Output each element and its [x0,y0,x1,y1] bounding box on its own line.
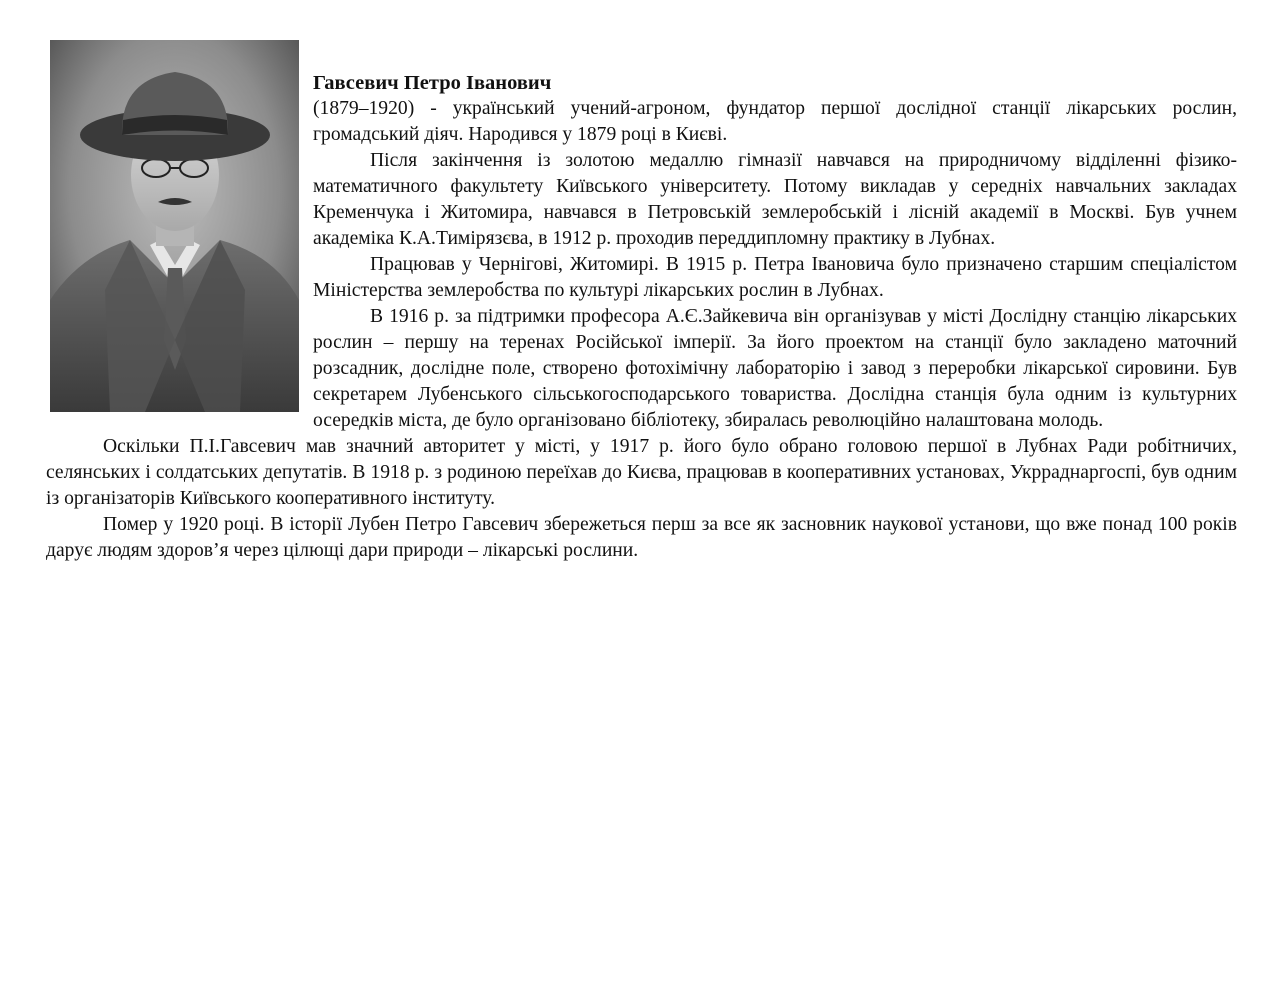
station-paragraph: В 1916 р. за підтримки професора А.Є.Зайкевича він організував у місті Дослідну станцію лікарських рослин – першу на теренах Російської імперії. За його проектом на станції було закладено маточний розсадник, дослідне поле, створено фотохімічну лабораторію і завод з переробки лікарської сировини. Був секретарем Лубенського сільськогосподарського товариства. Дослідна станція була одним із культурних осередків міста, де було організовано бібліотеку, збиралась революційно налаштована молодь. [313,306,1237,431]
education-paragraph: Після закінчення із золотою медаллю гімназії навчався на природничому відділенні фізико-математичного факультету Київського університету. Потому викладав у середніх навчальних закладах Кременчука і Житомира, навчався в Петровській землеробській і лісній академії в Москві. Був учнем академіка К.А.Тимірязєва, в 1912 р. проходив переддипломну практику в Лубнах. [313,150,1237,249]
council-paragraph: Оскільки П.І.Гавсевич мав значний авторитет у місті, у 1917 р. його було обрано головою першої в Лубнах Ради робітничих, селянських і солдатських депутатів. В 1918 р. з родиною переїхав до Києва, працював в кооперативних установах, Укрраднаргоспі, був одним із організаторів Київського кооперативного інституту. [46,436,1237,509]
intro-paragraph: (1879–1920) - український учений-агроном, фундатор першої дослідної станції лікарських рослин, громадський діяч. Народився у 1879 році в Києві. [313,98,1237,145]
document-title: Гавсевич Петро Іванович [313,72,552,94]
portrait-photo [50,40,299,412]
document-page [46,40,1237,564]
legacy-paragraph: Помер у 1920 році. В історії Лубен Петро Гавсевич збережеться перш за все як засновник наукової установи, що вже понад 100 років дарує людям здоров’я через цілющі дари природи – лікарські рослини. [46,514,1237,561]
portrait-image [50,40,299,412]
career-paragraph: Працював у Чернігові, Житомирі. В 1915 р. Петра Івановича було призначено старшим спеціалістом Міністерства землеробства по культурі лікарських рослин в Лубнах. [313,254,1237,301]
